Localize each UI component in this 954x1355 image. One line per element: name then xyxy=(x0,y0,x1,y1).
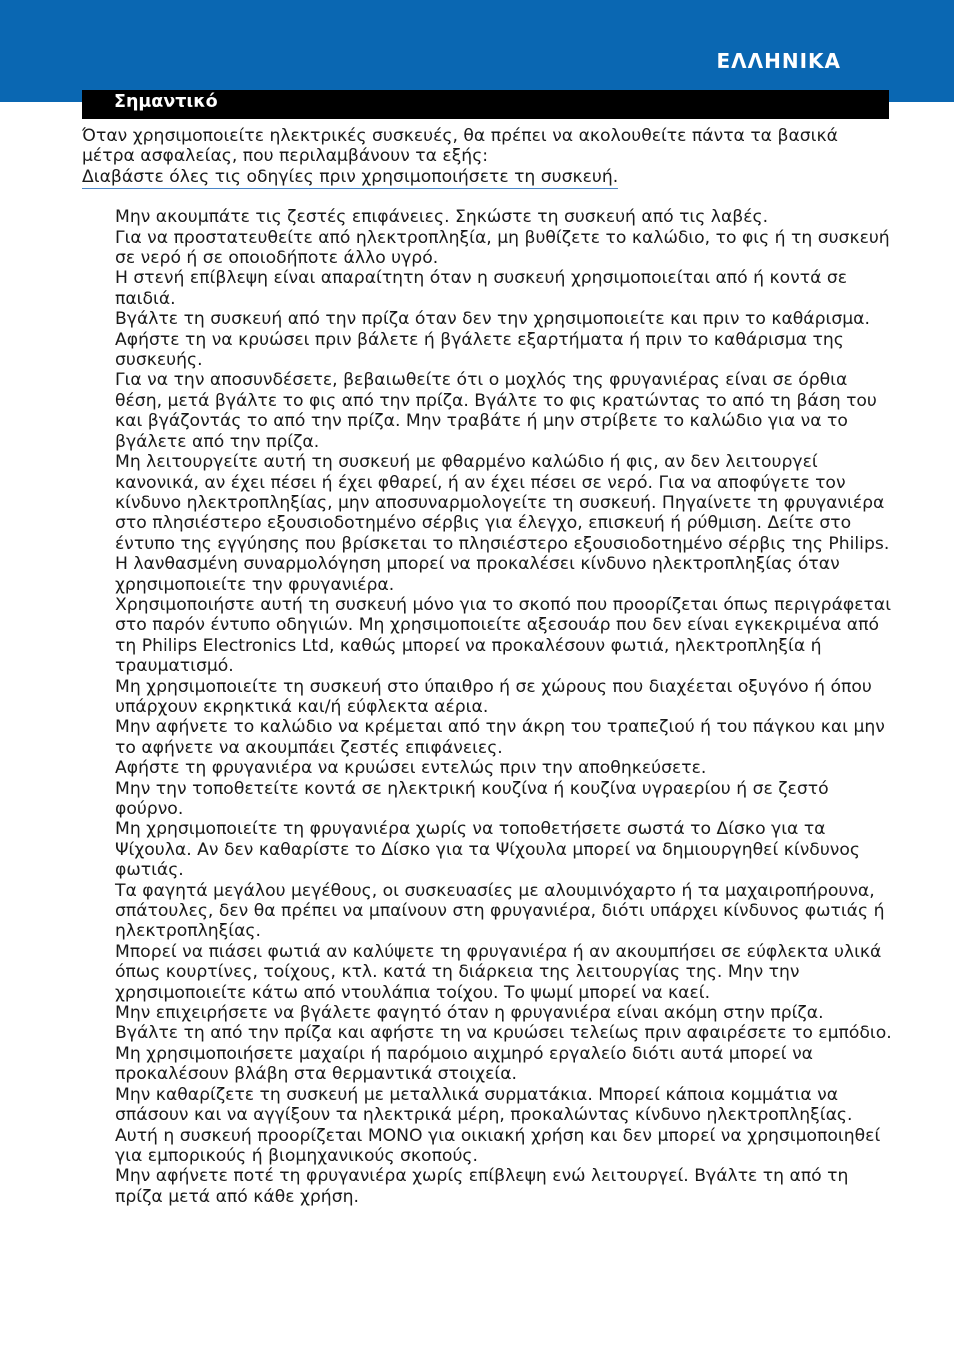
rule-item: Τα φαγητά μεγάλου μεγέθους, οι συσκευασίες με αλουμινόχαρτο ή τα μαχαιροπήρουνα, σπάτουλες, δεν θα πρέπει να μπαίνουν στη φρυγανιέρα, διότι υπάρχει κίνδυνος φωτιάς ή ηλεκτροπληξίας. xyxy=(115,880,885,942)
intro-paragraph xyxy=(82,126,892,189)
rule-item: Μην αφήνετε το καλώδιο να κρέμεται από την άκρη του τραπεζιού ή του πάγκου και μην το αφήνετε να ακουμπάει ζεστές επιφάνειες. xyxy=(115,717,885,758)
rule-item: Μπορεί να πιάσει φωτιά αν καλύψετε τη φρυγανιέρα ή αν ακουμπήσει σε εύφλεκτα υλικά όπως κουρτίνες, τοίχους, κτλ. κατά τη διάρκεια της λειτουργίας της. Μην την χρησιμοποιείτε κάτω από ντουλάπια τοίχου. Το ψωμί μπορεί να καεί. xyxy=(115,941,882,1003)
rule-item: Η στενή επίβλεψη είναι απαραίτητη όταν η συσκευή χρησιμοποιείται από ή κοντά σε παιδιά. xyxy=(115,268,848,309)
rule-item: Μην την τοποθετείτε κοντά σε ηλεκτρική κουζίνα ή κουζίνα υγραερίου ή σε ζεστό φούρνο. xyxy=(115,778,829,819)
header-band xyxy=(0,0,954,102)
read-instructions-text: Διαβάστε όλες τις οδηγίες πριν χρησιμοποιήσετε τη συσκευή. xyxy=(82,167,618,189)
language-label: ΕΛΛΗΝΙΚΑ xyxy=(716,49,841,73)
rule-item: Μη λειτουργείτε αυτή τη συσκευή με φθαρμένο καλώδιο ή φις, αν δεν λειτουργεί κανονικά, αν έχει πέσει ή έχει φθαρεί, ή αν έχει πέσει σε νερό. Για να αποφύγετε τον κίνδυνο ηλεκτροπληξίας, μην αποσυναρμολογείτε τη συσκευή. Πηγαίνετε τη φρυγανιέρα στο πλησιέστερο εξουσιοδοτημένο σέρβις για έλεγχο, επισκευή ή ρύθμιση. Δείτε στο έντυπο της εγγύησης που βρίσκεται το πλησιέστερο εξουσιοδοτημένο σέρβις της Philips. Η λανθασμένη συναρμολόγηση μπορεί να προκαλέσει κίνδυνο ηλεκτροπληξίας όταν χρησιμοποιείτε την φρυγανιέρα. xyxy=(115,452,890,595)
section-header-bar xyxy=(82,90,889,119)
rule-item: Χρησιμοποιήστε αυτή τη συσκευή μόνο για το σκοπό που προορίζεται όπως περιγράφεται στο παρόν έντυπο οδηγιών. Μη χρησιμοποιείτε αξεσουάρ που δεν είναι εγκεκριμένα από τη Philips Electronics Ltd, καθώς μπορεί να προκαλέσουν φωτιά, ηλεκτροπληξία ή τραυματισμό. xyxy=(115,594,892,677)
page-content xyxy=(82,126,892,1207)
section-title: Σημαντικό xyxy=(114,92,218,112)
rule-item: Μην ακουμπάτε τις ζεστές επιφάνειες. Σηκώστε τη συσκευή από τις λαβές. xyxy=(115,207,769,228)
rule-item: Για να προστατευθείτε από ηλεκτροπληξία, μη βυθίζετε το καλώδιο, το φις ή τη συσκευή σε νερό ή σε οποιοδήποτε άλλο υγρό. xyxy=(115,227,890,269)
rule-item: Μη χρησιμοποιείτε τη φρυγανιέρα χωρίς να τοποθετήσετε σωστά το Δίσκο για τα Ψίχουλα. Αν δεν καθαρίστε το Δίσκο για τα Ψίχουλα μπορεί να δημιουργηθεί κίνδυνος φωτιάς. xyxy=(115,819,860,881)
rule-item: Αυτή η συσκευή προορίζεται ΜΟΝΟ για οικιακή χρήση και δεν μπορεί να χρησιμοποιηθεί για εμπορικούς ή βιομηχανικούς σκοπούς. xyxy=(115,1125,881,1166)
rule-item: Αφήστε τη φρυγανιέρα να κρυώσει εντελώς πριν την αποθηκεύσετε. xyxy=(115,758,707,779)
rule-item: Μην επιχειρήσετε να βγάλετε φαγητό όταν η φρυγανιέρα είναι ακόμη στην πρίζα. Βγάλτε τη από την πρίζα και αφήστε τη να κρυώσει τελείως πριν αφαιρέσετε το εμπόδιο. Μη χρησιμοποιήσετε μαχαίρι ή παρόμοιο αιχμηρό εργαλείο διότι αυτά μπορεί να προκαλέσουν βλάβη στα θερμαντικά στοιχεία. xyxy=(115,1003,892,1085)
rule-item: Μην καθαρίζετε τη συσκευή με μεταλλικά συρματάκια. Μπορεί κάποια κομμάτια να σπάσουν και να αγγίξουν τα ηλεκτρικά μέρη, προκαλώντας κίνδυνο ηλεκτροπληξίας. xyxy=(115,1084,853,1126)
rule-item: Για να την αποσυνδέσετε, βεβαιωθείτε ότι ο μοχλός της φρυγανιέρας είναι σε όρθια θέση, μετά βγάλτε το φις από την πρίζα. Βγάλτε το φις κρατώντας το από τη βάση του και βγάζοντάς το από την πρίζα. Μην τραβάτε ή μην στρίβετε το καλώδιο για να το βγάλετε από την πρίζα. xyxy=(115,370,877,452)
rule-item: Μη χρησιμοποιείτε τη συσκευή στο ύπαιθρο ή σε χώρους που διαχέεται οξυγόνο ή όπου υπάρχουν εκρηκτικά και/ή εύφλεκτα αέρια. xyxy=(115,676,872,717)
intro-text: Όταν χρησιμοποιείτε ηλεκτρικές συσκευές, θα πρέπει να ακολουθείτε πάντα τα βασικά μέτρα ασφαλείας, που περιλαμβάνουν τα εξής: xyxy=(82,126,838,167)
safety-rules-list xyxy=(82,207,892,1207)
rule-item: Μην αφήνετε ποτέ τη φρυγανιέρα χωρίς επίβλεψη ενώ λειτουργεί. Βγάλτε τη από τη πρίζα μετά από κάθε χρήση. xyxy=(115,1166,849,1207)
rule-item: Βγάλτε τη συσκευή από την πρίζα όταν δεν την χρησιμοποιείτε και πριν το καθάρισμα. Αφήστε τη να κρυώσει πριν βάλετε ή βγάλετε εξαρτήματα ή πριν το καθάρισμα της συσκευής. xyxy=(115,309,870,371)
